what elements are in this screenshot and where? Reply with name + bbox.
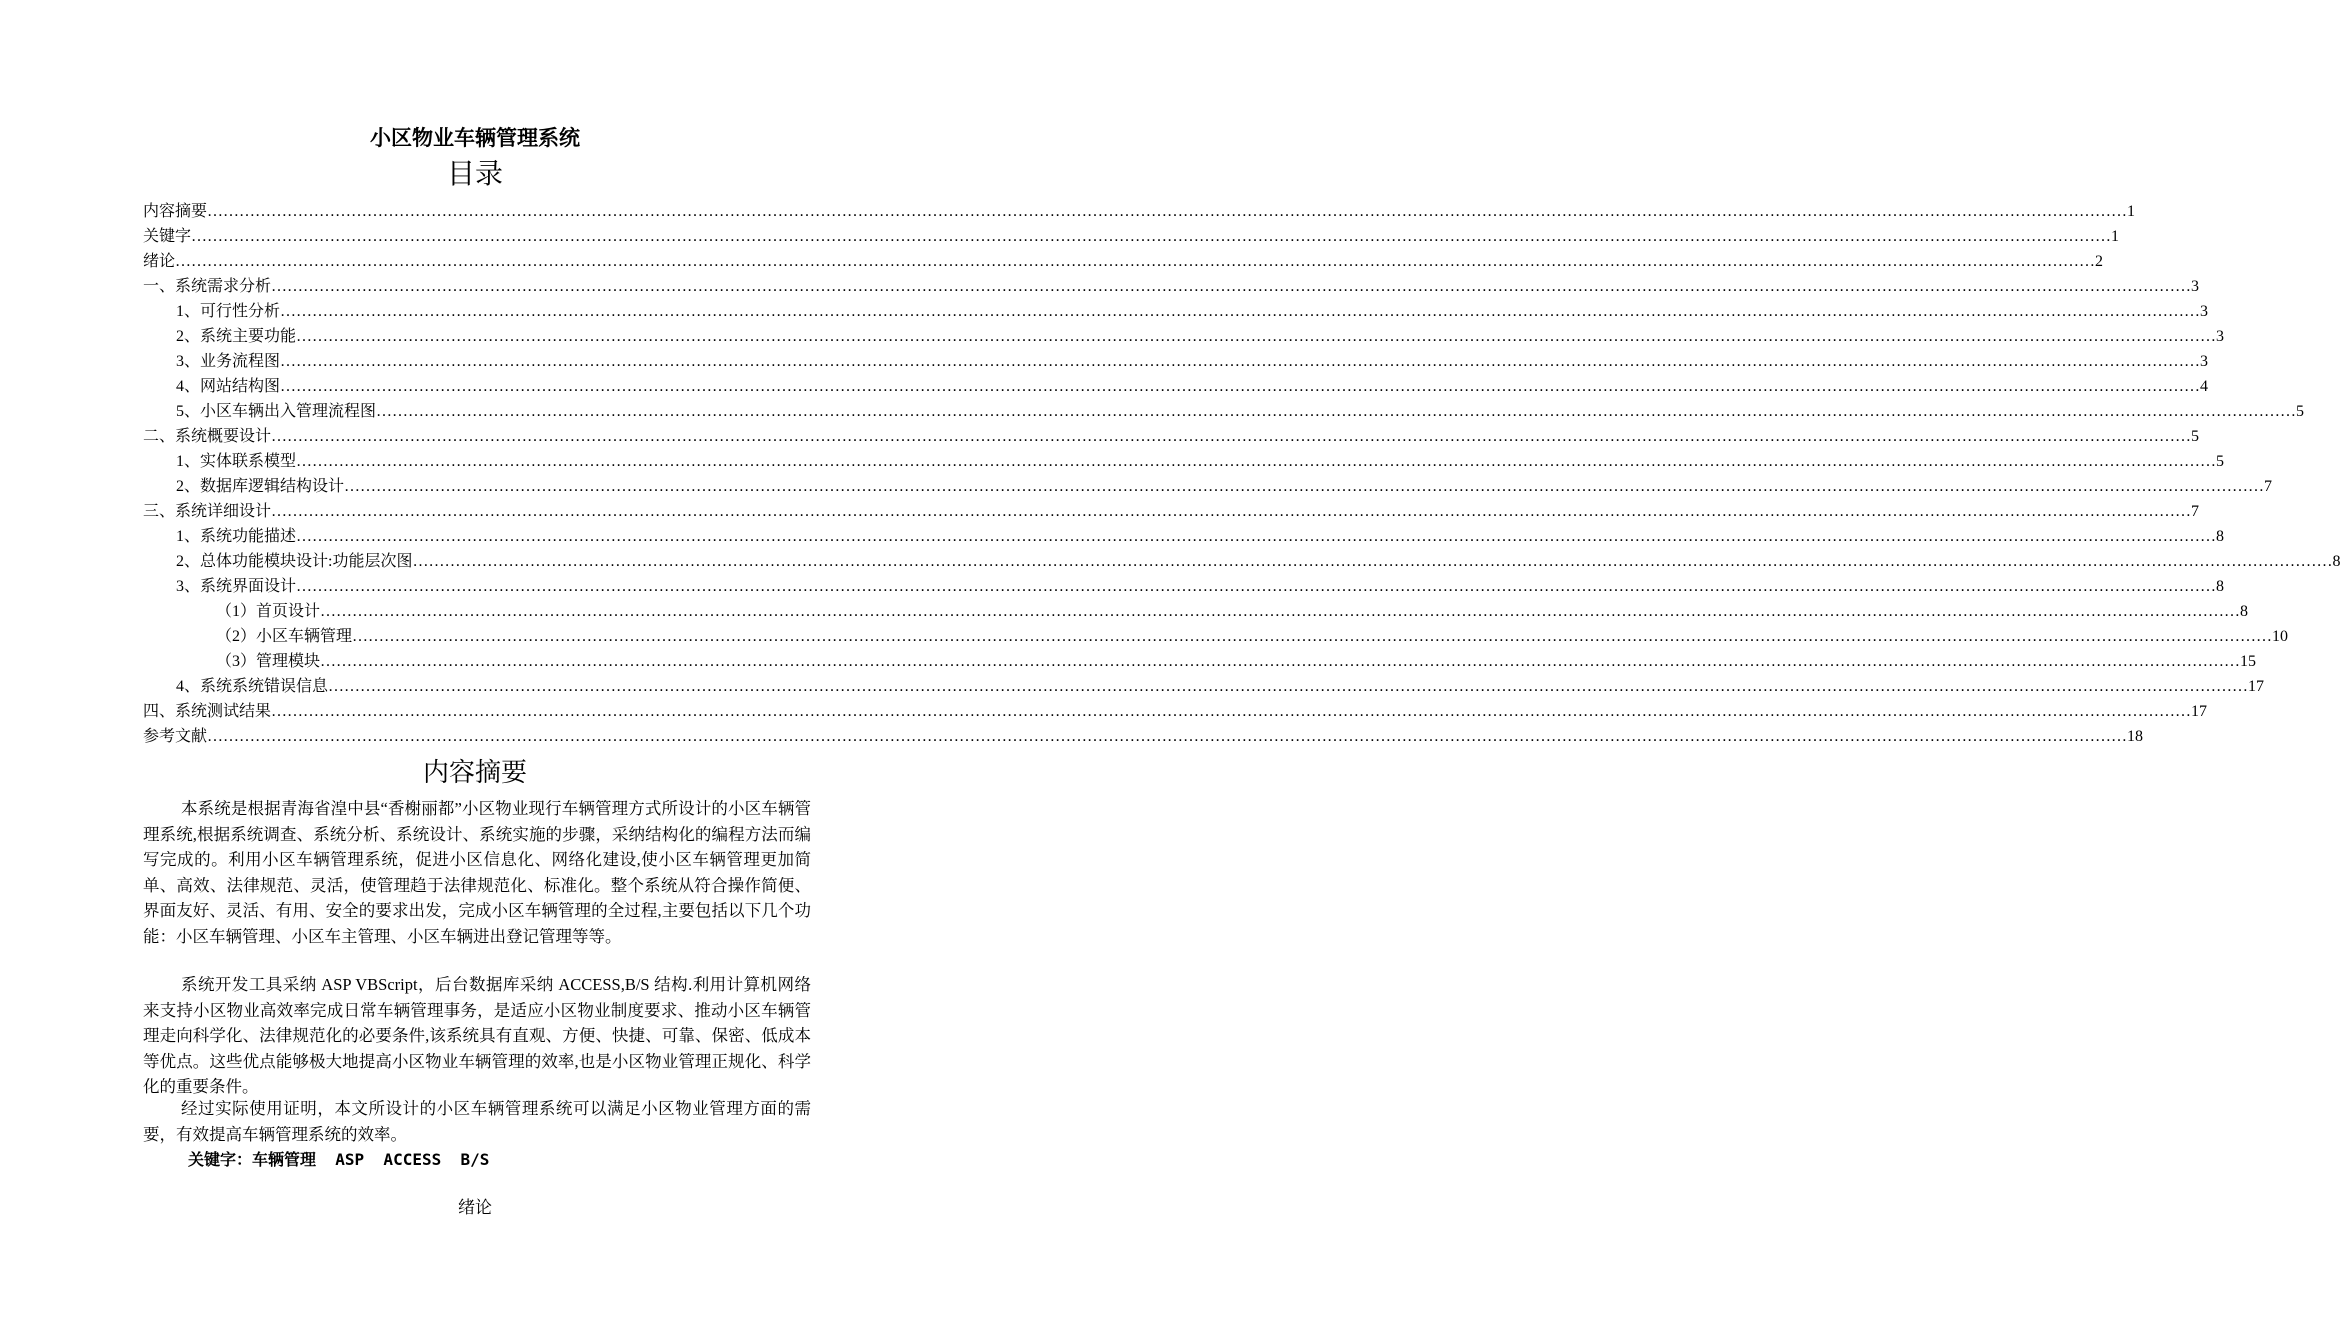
- toc-leader-dots: ………………………………………………………………………………………………………………………………………………………………………………………………………………………………………………………………………………………………………………………………: [271, 428, 2192, 445]
- toc-entry-label: 1、系统功能描述: [176, 528, 297, 545]
- abstract-paragraph: 系统开发工具采纳 ASP VBScript，后台数据库采纳 ACCESS,B/S 结构.利用计算机网络来支持小区物业高效率完成日常车辆管理事务，是适应小区物业制度要求、推动小区车辆管理走向科学化、法律规范化的必要条件,该系统具有直观、方便、快捷、可靠、保密、低成本等优点。这些优点能够极大地提高小区物业车辆管理的效率,也是小区物业管理正规化、科学化的重要条件。: [143, 975, 811, 1096]
- toc-heading: 目录: [446, 157, 503, 190]
- toc-entry-label: 4、系统系统错误信息: [176, 678, 329, 695]
- keywords-line: 关键字：车辆管理 ASP ACCESS B/S: [188, 1150, 490, 1169]
- toc-entry-label: （2）小区车辆管理: [216, 628, 353, 645]
- toc-entry-label: （3）管理模块: [216, 653, 321, 670]
- toc-entry-page: 3: [2200, 353, 2209, 370]
- toc-entry-page: 5: [2216, 453, 2225, 470]
- abstract-heading: 内容摘要: [422, 758, 527, 788]
- toc-entry-page: 3: [2216, 328, 2225, 345]
- toc-entry-page: 8: [2240, 603, 2249, 620]
- toc-entry-page: 1: [2111, 228, 2120, 245]
- toc-entry-label: 4、网站结构图: [176, 378, 281, 395]
- abstract-paragraph: 经过实际使用证明，本文所设计的小区车辆管理系统可以满足小区物业管理方面的需要，有效提高车辆管理系统的效率。: [143, 1099, 811, 1144]
- introduction-heading: 绪论: [458, 1198, 492, 1217]
- toc-leader-dots: ………………………………………………………………………………………………………………………………………………………………………………………………………………………………………………………………………………………………………………………………: [207, 728, 2128, 745]
- toc-leader-dots: ………………………………………………………………………………………………………………………………………………………………………………………………………………………………………………………………………………………………………………………………: [412, 553, 2333, 570]
- toc-entry-page: 4: [2200, 378, 2209, 395]
- toc-entry-page: 8: [2216, 528, 2225, 545]
- toc-entry[interactable]: [0, 324, 2225, 349]
- toc-entry[interactable]: [0, 674, 2265, 699]
- toc-entry-page: 7: [2191, 503, 2200, 520]
- toc-leader-dots: ………………………………………………………………………………………………………………………………………………………………………………………………………………………………………………………………………………………………………………………………: [191, 228, 2112, 245]
- toc-leader-dots: ………………………………………………………………………………………………………………………………………………………………………………………………………………………………………………………………………………………………………………………………: [280, 353, 2201, 370]
- toc-entry[interactable]: [0, 474, 2273, 499]
- toc-leader-dots: ………………………………………………………………………………………………………………………………………………………………………………………………………………………………………………………………………………………………………………………………: [352, 628, 2273, 645]
- toc-entry-page: 1: [2127, 203, 2136, 220]
- toc-entry-label: 5、小区车辆出入管理流程图: [176, 403, 377, 420]
- toc-entry-label: 1、实体联系模型: [176, 453, 297, 470]
- toc-entry[interactable]: [0, 524, 2225, 549]
- toc-leader-dots: ………………………………………………………………………………………………………………………………………………………………………………………………………………………………………………………………………………………………………………………………: [271, 278, 2192, 295]
- toc-entry-label: 参考文献: [143, 728, 208, 745]
- toc-leader-dots: ………………………………………………………………………………………………………………………………………………………………………………………………………………………………………………………………………………………………………………………………: [376, 403, 2297, 420]
- toc-entry-page: 5: [2296, 403, 2305, 420]
- toc-entry[interactable]: [0, 374, 2209, 399]
- toc-leader-dots: ………………………………………………………………………………………………………………………………………………………………………………………………………………………………………………………………………………………………………………………………: [296, 578, 2217, 595]
- toc-leader-dots: ………………………………………………………………………………………………………………………………………………………………………………………………………………………………………………………………………………………………………………………………: [296, 528, 2217, 545]
- toc-entry-page: 10: [2272, 628, 2289, 645]
- toc-entry-page: 8: [2332, 553, 2340, 570]
- document-title: 小区物业车辆管理系统: [370, 126, 580, 150]
- toc-entry-label: 三、系统详细设计: [143, 503, 272, 520]
- toc-entry-page: 17: [2191, 703, 2208, 720]
- toc-entry-page: 15: [2240, 653, 2257, 670]
- toc-leader-dots: ………………………………………………………………………………………………………………………………………………………………………………………………………………………………………………………………………………………………………………………………: [280, 303, 2201, 320]
- toc-entry[interactable]: [0, 599, 2249, 624]
- toc-entry-page: 8: [2216, 578, 2225, 595]
- toc-entry[interactable]: [0, 699, 2208, 724]
- toc-leader-dots: ………………………………………………………………………………………………………………………………………………………………………………………………………………………………………………………………………………………………………………………………: [344, 478, 2265, 495]
- toc-entry-page: 3: [2200, 303, 2209, 320]
- toc-entry-label: 3、系统界面设计: [176, 578, 297, 595]
- toc-leader-dots: ………………………………………………………………………………………………………………………………………………………………………………………………………………………………………………………………………………………………………………………………: [320, 653, 2241, 670]
- toc-entry-label: 2、总体功能模块设计:功能层次图: [176, 553, 413, 570]
- toc-entry-page: 17: [2248, 678, 2265, 695]
- toc-leader-dots: ………………………………………………………………………………………………………………………………………………………………………………………………………………………………………………………………………………………………………………………………: [207, 203, 2128, 220]
- toc-leader-dots: ………………………………………………………………………………………………………………………………………………………………………………………………………………………………………………………………………………………………………………………………: [320, 603, 2241, 620]
- toc-leader-dots: ………………………………………………………………………………………………………………………………………………………………………………………………………………………………………………………………………………………………………………………………: [328, 678, 2249, 695]
- toc-entry-page: 7: [2264, 478, 2273, 495]
- toc-entry-label: 一、系统需求分析: [143, 278, 272, 295]
- toc-entry-label: 3、业务流程图: [176, 353, 281, 370]
- toc-entry-page: 18: [2127, 728, 2144, 745]
- toc-entry[interactable]: [0, 299, 2209, 324]
- toc-entry-label: 1、可行性分析: [176, 303, 281, 320]
- toc-entry[interactable]: [0, 549, 2340, 574]
- toc-entry-label: 四、系统测试结果: [143, 703, 272, 720]
- toc-entry-page: 2: [2095, 253, 2104, 270]
- toc-entry[interactable]: [0, 249, 2104, 274]
- toc-entry[interactable]: [0, 649, 2257, 674]
- toc-entry-page: 5: [2191, 428, 2200, 445]
- toc-entry[interactable]: [0, 574, 2225, 599]
- toc-entry[interactable]: [0, 399, 2305, 424]
- toc-entry-label: 内容摘要: [143, 203, 208, 220]
- toc-entry-label: 2、系统主要功能: [176, 328, 297, 345]
- toc-entry[interactable]: [0, 424, 2200, 449]
- toc-leader-dots: ………………………………………………………………………………………………………………………………………………………………………………………………………………………………………………………………………………………………………………………………: [296, 453, 2217, 470]
- toc-entry[interactable]: [0, 199, 2136, 224]
- toc-entry[interactable]: [0, 449, 2225, 474]
- toc-leader-dots: ………………………………………………………………………………………………………………………………………………………………………………………………………………………………………………………………………………………………………………………………: [296, 328, 2217, 345]
- toc-entry[interactable]: [0, 349, 2209, 374]
- toc-entry[interactable]: [0, 724, 2144, 749]
- toc-leader-dots: ………………………………………………………………………………………………………………………………………………………………………………………………………………………………………………………………………………………………………………………………: [175, 253, 2096, 270]
- abstract-paragraph: 本系统是根据青海省湟中县“香榭丽都”小区物业现行车辆管理方式所设计的小区车辆管理系统,根据系统调查、系统分析、系统设计、系统实施的步骤，采纳结构化的编程方法而编写完成的。利用小区车辆管理系统，促进小区信息化、网络化建设,使小区车辆管理更加简单、高效、法律规范、灵活，使管理趋于法律规范化、标准化。整个系统从符合操作简便、界面友好、灵活、有用、安全的要求出发，完成小区车辆管理的全过程,主要包括以下几个功能：小区车辆管理、小区车主管理、小区车辆进出登记管理等等。: [143, 799, 811, 946]
- toc-entry-page: 3: [2191, 278, 2200, 295]
- toc-leader-dots: ………………………………………………………………………………………………………………………………………………………………………………………………………………………………………………………………………………………………………………………………: [271, 503, 2192, 520]
- toc-entry[interactable]: [0, 224, 2120, 249]
- table-of-contents: [0, 199, 2340, 749]
- toc-leader-dots: ………………………………………………………………………………………………………………………………………………………………………………………………………………………………………………………………………………………………………………………………: [280, 378, 2201, 395]
- toc-entry[interactable]: [0, 499, 2200, 524]
- toc-entry[interactable]: [0, 624, 2289, 649]
- toc-entry-label: 2、数据库逻辑结构设计: [176, 478, 345, 495]
- toc-entry[interactable]: [0, 274, 2200, 299]
- toc-leader-dots: ………………………………………………………………………………………………………………………………………………………………………………………………………………………………………………………………………………………………………………………………: [271, 703, 2192, 720]
- toc-entry-label: 二、系统概要设计: [143, 428, 272, 445]
- toc-entry-label: 关键字: [143, 228, 192, 245]
- toc-entry-label: 绪论: [143, 253, 176, 270]
- toc-entry-label: （1）首页设计: [216, 603, 321, 620]
